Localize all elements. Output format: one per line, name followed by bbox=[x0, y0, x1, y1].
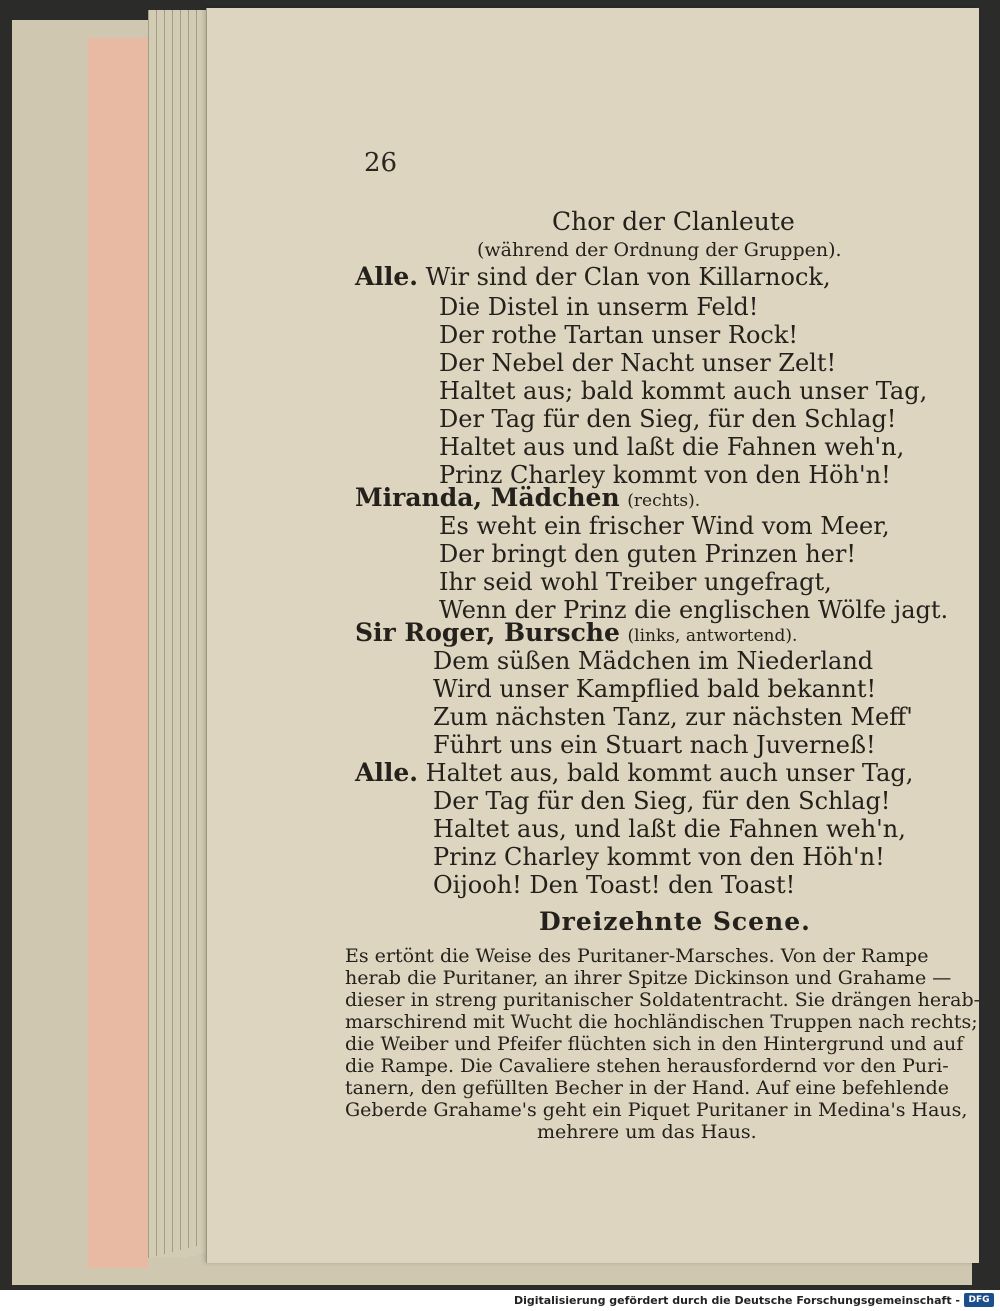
speaker-line bbox=[355, 619, 797, 650]
verse-line: Prinz Charley kommt von den Höh'n! bbox=[439, 461, 891, 489]
footer-bar bbox=[0, 1290, 1000, 1311]
speaker-name: Alle. bbox=[355, 758, 419, 787]
verse-line: Der rothe Tartan unser Rock! bbox=[439, 321, 799, 349]
speaker-line bbox=[355, 484, 700, 515]
dfg-logo: DFG bbox=[964, 1293, 994, 1307]
paragraph-line: marschirend mit Wucht die hochländischen Truppen nach rechts; bbox=[345, 1011, 978, 1033]
verse-line: Ihr seid wohl Treiber ungefragt, bbox=[439, 568, 832, 596]
verse-line bbox=[355, 759, 913, 787]
verse-line: Haltet aus; bald kommt auch unser Tag, bbox=[439, 377, 928, 405]
verse-line: Zum nächsten Tanz, zur nächsten Meff' bbox=[433, 703, 913, 731]
scene-title: Dreizehnte Scene. bbox=[539, 907, 811, 936]
speaker-name: Sir Roger, Bursche bbox=[355, 618, 620, 647]
verse-line: Wird unser Kampflied bald bekannt! bbox=[433, 675, 877, 703]
paragraph-line: Es ertönt die Weise des Puritaner-Marsches. Von der Rampe bbox=[345, 945, 929, 967]
verse-line: Prinz Charley kommt von den Höh'n! bbox=[433, 843, 885, 871]
verse-line: Der bringt den guten Prinzen her! bbox=[439, 540, 857, 568]
verse-line: Haltet aus und laßt die Fahnen weh'n, bbox=[439, 433, 905, 461]
verse-line: Wenn der Prinz die englischen Wölfe jagt. bbox=[439, 596, 949, 624]
verse-line: Haltet aus, und laßt die Fahnen weh'n, bbox=[433, 815, 906, 843]
verse-line: Der Tag für den Sieg, für den Schlag! bbox=[439, 405, 897, 433]
page-number: 26 bbox=[364, 148, 398, 178]
speaker-name: Miranda, Mädchen bbox=[355, 483, 620, 512]
verse-line: Dem süßen Mädchen im Niederland bbox=[433, 647, 874, 675]
paragraph-line: herab die Puritaner, an ihrer Spitze Dickinson und Grahame — bbox=[345, 967, 952, 989]
verse-line bbox=[355, 263, 831, 291]
paragraph-line: Geberde Grahame's geht ein Piquet Puritaner in Medina's Haus, bbox=[345, 1099, 968, 1121]
verse-line: Die Distel in unserm Feld! bbox=[439, 293, 759, 321]
verse-line: Es weht ein frischer Wind vom Meer, bbox=[439, 512, 890, 540]
pink-endpaper bbox=[88, 38, 148, 1268]
verse-text: Wir sind der Clan von Killarnock, bbox=[425, 263, 831, 291]
verse-line: Der Tag für den Sieg, für den Schlag! bbox=[433, 787, 891, 815]
chorus-direction: (während der Ordnung der Gruppen). bbox=[477, 239, 842, 261]
speaker-name: Alle. bbox=[355, 262, 419, 291]
verse-line: Der Nebel der Nacht unser Zelt! bbox=[439, 349, 837, 377]
book-page bbox=[206, 8, 979, 1263]
paragraph-line: dieser in streng puritanischer Soldatentracht. Sie drängen herab- bbox=[345, 989, 981, 1011]
verse-line: Oijooh! Den Toast! den Toast! bbox=[433, 871, 796, 899]
verse-text: Haltet aus, bald kommt auch unser Tag, bbox=[425, 759, 914, 787]
paragraph-line: die Weiber und Pfeifer flüchten sich in den Hintergrund und auf bbox=[345, 1033, 964, 1055]
paragraph-line: tanern, den gefüllten Becher in der Hand. Auf eine befehlende bbox=[345, 1077, 949, 1099]
stage-direction: (links, antwortend). bbox=[627, 626, 798, 646]
paragraph-line: mehrere um das Haus. bbox=[537, 1121, 757, 1143]
verse-line: Führt uns ein Stuart nach Juverneß! bbox=[433, 731, 876, 759]
stage-direction: (rechts). bbox=[627, 491, 701, 511]
paragraph-line: die Rampe. Die Cavaliere stehen herausfordernd vor den Puri- bbox=[345, 1055, 949, 1077]
chorus-heading: Chor der Clanleute bbox=[552, 207, 795, 236]
funding-notice: Digitalisierung gefördert durch die Deutsche Forschungsgemeinschaft - bbox=[513, 1294, 960, 1307]
